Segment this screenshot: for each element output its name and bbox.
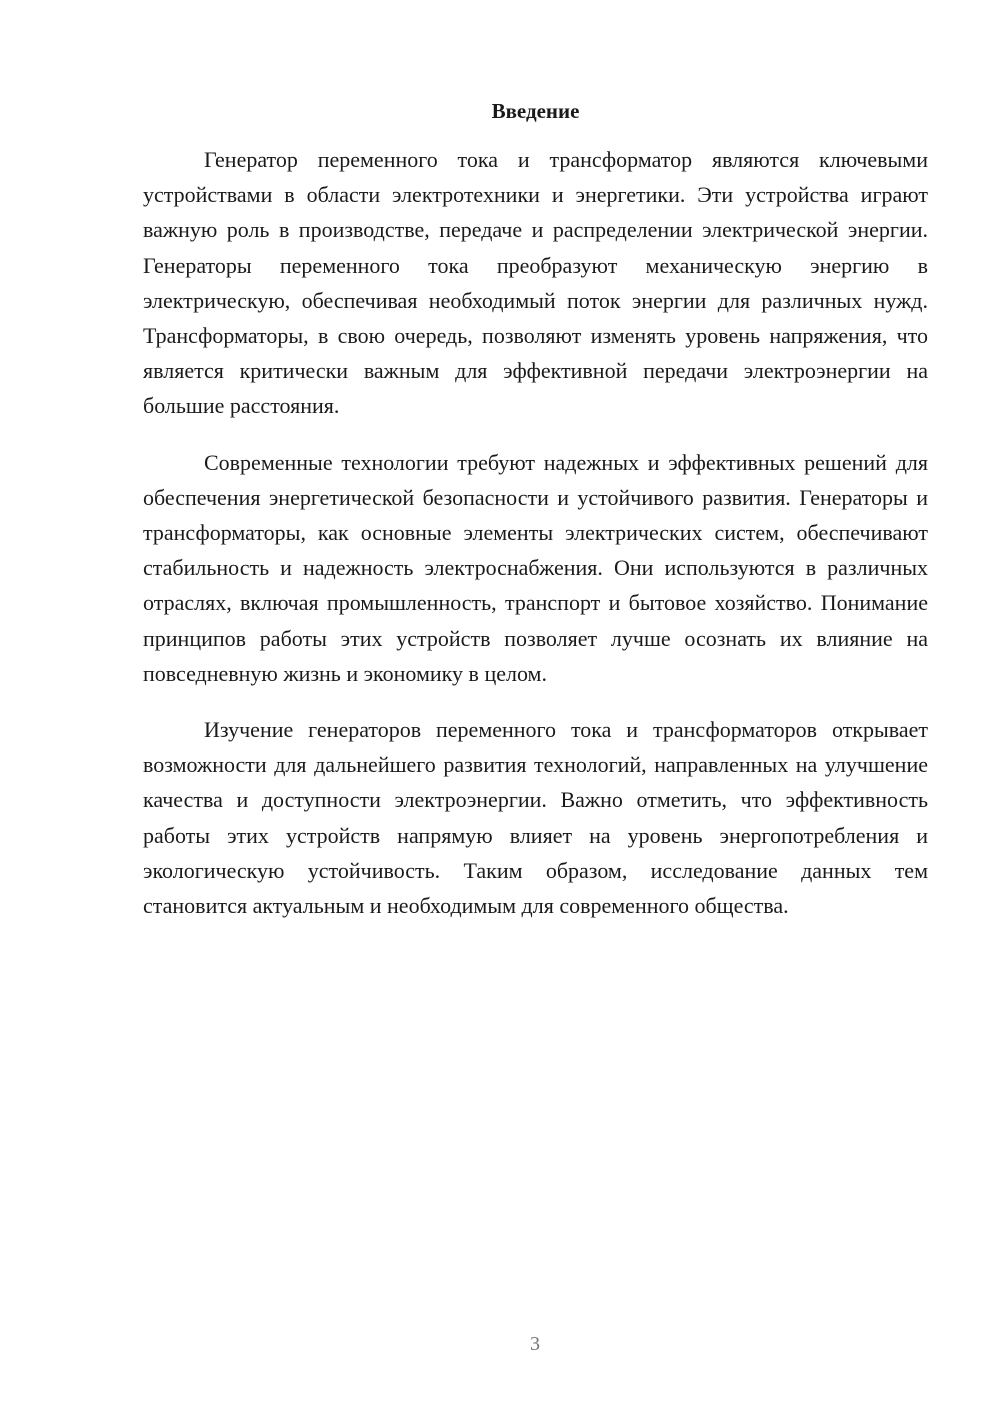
section-heading: Введение bbox=[491, 99, 580, 123]
body-text bbox=[143, 142, 928, 944]
page-number: 3 bbox=[530, 1333, 540, 1355]
paragraph-3: Изучение генераторов переменного тока и трансформаторов открывает возможности для дальнейшего развития технологий, направленных на улучшение качества и доступности электроэнергии. Важно отметить, что эффективность работы этих устройств напрямую влияет на уровень энергопотребления и экологическую устойчивость. Таким образом, исследование данных тем становится актуальным и необходимым для современного общества. bbox=[143, 717, 928, 919]
paragraph-1: Генератор переменного тока и трансформатор являются ключевыми устройствами в области электротехники и энергетики. Эти устройства играют важную роль в производстве, передаче и распределении электрической энергии. Генераторы переменного тока преобразуют механическую энергию в электрическую, обеспечивая необходимый поток энергии для различных нужд. Трансформаторы, в свою очередь, позволяют изменять уровень напряжения, что является критически важным для эффективной передачи электроэнергии на большие расстояния. bbox=[143, 147, 928, 419]
paragraph-2: Современные технологии требуют надежных и эффективных решений для обеспечения энергетической безопасности и устойчивого развития. Генераторы и трансформаторы, как основные элементы электрических систем, обеспечивают стабильность и надежность электроснабжения. Они используются в различных отраслях, включая промышленность, транспорт и бытовое хозяйство. Понимание принципов работы этих устройств позволяет лучше осознать их влияние на повседневную жизнь и экономику в целом. bbox=[143, 449, 928, 686]
